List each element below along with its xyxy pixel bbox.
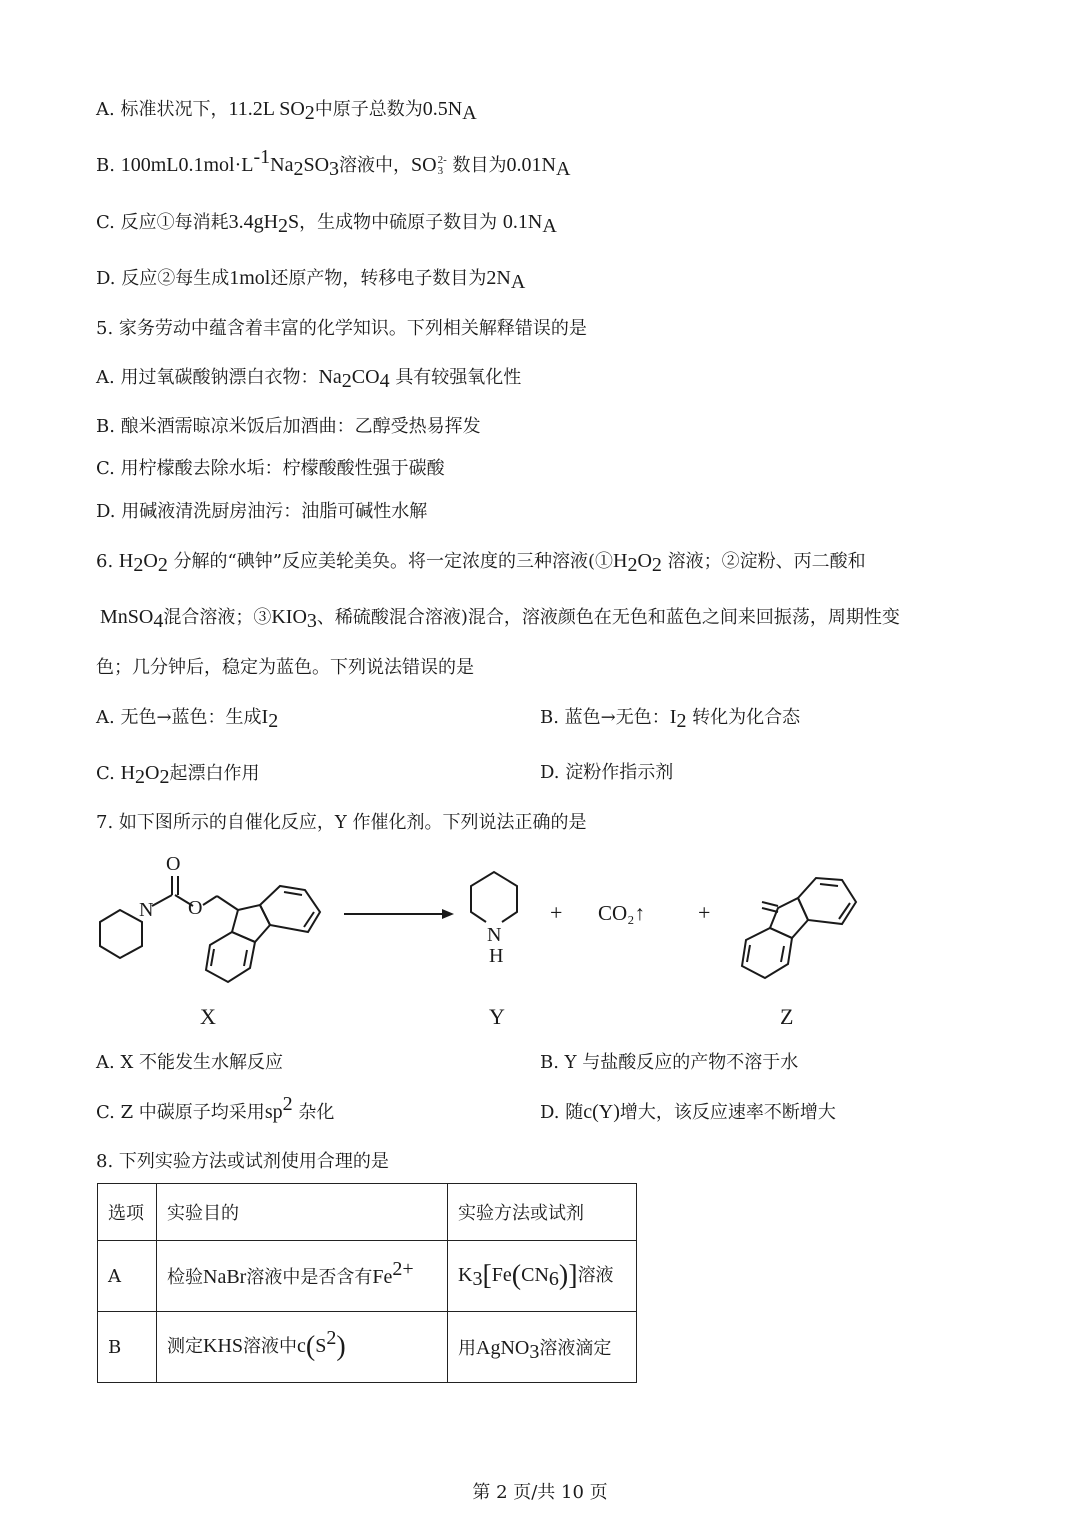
q6-stem-line3: 色；几分钟后，稳定为蓝色。下列说法错误的是: [96, 657, 474, 678]
co2-label: CO₂↑: [598, 901, 645, 925]
experiment-table: [97, 1183, 637, 1383]
q5-option-c: C. 用柠檬酸去除水垢：柠檬酸酸性强于碳酸: [96, 458, 445, 479]
atom-n: N: [139, 899, 154, 921]
plus-sign-2: +: [698, 900, 711, 925]
q4-option-b: B. $100mL0.1mol\cdot L^{-1}Na_2SO_3$溶液中，SO 2- 3 数目为$0.01N_A$: [96, 146, 571, 180]
label-x: X: [200, 1004, 216, 1029]
row-b-method: 用AgNO$_3$溶液滴定: [448, 1312, 637, 1383]
q7-stem: 7. 如下图所示的自催化反应，Y 作催化剂。下列说法正确的是: [96, 812, 587, 833]
q5-option-a: A. 用过氧碳酸钠漂白衣物：$Na_2CO_4$ 具有较强氧化性: [96, 366, 522, 392]
molecule-y-structure: [471, 872, 517, 922]
row-b-option: B: [98, 1312, 157, 1383]
molecule-z-structure: [742, 878, 856, 978]
label-z: Z: [780, 1004, 794, 1029]
label-y: Y: [489, 1004, 505, 1029]
fluorene-five-ring-z: [770, 898, 808, 938]
q8-stem: 8. 下列实验方法或试剂使用合理的是: [96, 1151, 389, 1172]
q5-option-d: D. 用碱液清洗厨房油污：油脂可碱性水解: [96, 501, 428, 522]
reaction-arrow-head-icon: [442, 909, 454, 919]
atom-o-carbonyl: O: [166, 853, 181, 875]
header-purpose: 实验目的: [157, 1184, 448, 1241]
molecule-x-structure: [100, 852, 320, 982]
q6-option-c: C. $H_2O_2$起漂白作用: [96, 762, 260, 788]
table-header-row: [98, 1184, 637, 1241]
table-row: [98, 1312, 637, 1383]
q5-stem: 5. 家务劳动中蕴含着丰富的化学知识。下列相关解释错误的是: [96, 318, 587, 339]
page-footer: 第 2 页/共 10 页: [472, 1482, 608, 1503]
row-a-option: A: [98, 1241, 157, 1312]
q6-option-b: B. 蓝色→无色：$I_2$ 转化为化合态: [540, 706, 801, 732]
header-option: 选项: [98, 1184, 157, 1241]
atom-o-ester: O: [188, 897, 203, 919]
q7-option-c: C. Z 中碳原子均采用$sp^2$ 杂化: [96, 1093, 335, 1123]
q6-option-a: A. 无色→蓝色：生成$I_2$: [96, 706, 279, 732]
atom-nh-h: H: [489, 945, 504, 967]
fluorene-five-ring-x: [232, 905, 270, 942]
q7-option-b: B. Y 与盐酸反应的产物不溶于水: [540, 1052, 799, 1073]
table-row: [98, 1241, 637, 1312]
q4-option-c: C. 反应①每消耗$3.4gH_2S$，生成物中硫原子数目为 $0.1N_A$: [96, 211, 557, 237]
header-method: 实验方法或试剂: [448, 1184, 637, 1241]
q4-option-a: A. 标准状况下，11.2L $SO_2$中原子总数为$0.5N_A$: [96, 98, 477, 124]
plus-sign-1: +: [550, 900, 563, 925]
row-b-purpose: 测定KHS溶液中$c(S^2)$: [157, 1312, 448, 1383]
q6-stem-line1: 6. $H_2O_2$ 分解的“碘钟”反应美轮美奂。将一定浓度的三种溶液($①H_2O_2$ 溶液；②淀粉、丙二酸和: [96, 550, 866, 576]
q6-option-d: D. 淀粉作指示剂: [540, 762, 674, 783]
atom-nh-n: N: [487, 924, 502, 946]
piperidine-ring-x: [100, 910, 142, 958]
row-a-purpose: 检验NaBr溶液中是否含有$Fe^{2+}$: [157, 1241, 448, 1312]
q7-option-d: D. 随c(Y)增大，该反应速率不断增大: [540, 1101, 836, 1123]
q4-option-d: D. 反应②每生成1mol还原产物，转移电子数目为$2N_A$: [96, 267, 526, 293]
q5-option-b: B. 酿米酒需晾凉米饭后加酒曲：乙醇受热易挥发: [96, 416, 481, 437]
row-a-method: $K_3[Fe(CN_6)]$溶液: [448, 1241, 637, 1312]
reaction-scheme-figure: [90, 850, 890, 1040]
q7-option-a: A. X 不能发生水解反应: [96, 1052, 283, 1073]
q6-stem-line2: MnSO$_4$混合溶液；$③KIO_3$、稀硫酸混合溶液)混合，溶液颜色在无色和蓝色之间来回振荡，周期性变: [100, 606, 900, 632]
